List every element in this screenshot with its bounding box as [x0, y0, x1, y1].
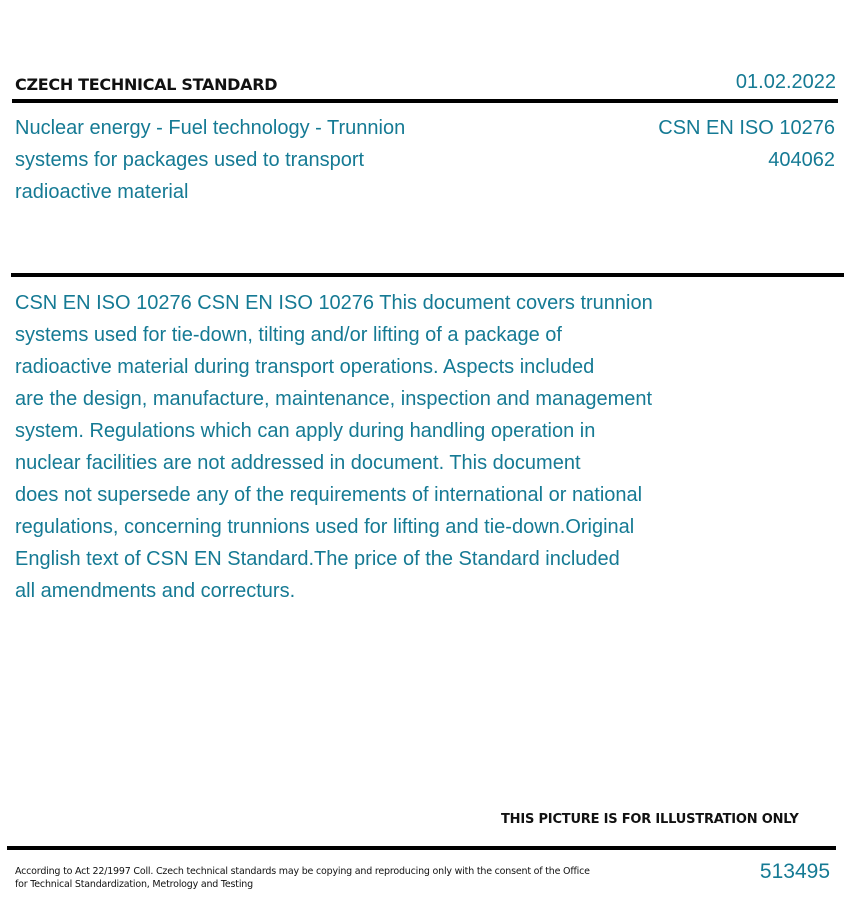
header-divider: [12, 99, 838, 103]
standard-title-line: systems for packages used to transport: [15, 149, 365, 171]
document-id: 513495: [759, 860, 830, 883]
standard-title-line: Nuclear energy - Fuel technology - Trunnion: [15, 117, 406, 139]
footer-divider: [7, 846, 836, 850]
catalog-number: 404062: [768, 149, 835, 171]
standard-code: CSN EN ISO 10276: [658, 117, 835, 139]
legal-notice-line: for Technical Standardization, Metrology and Testing: [15, 879, 253, 890]
standard-identifiers: [658, 112, 835, 176]
standard-title-line: radioactive material: [15, 181, 189, 203]
publication-date: 01.02.2022: [735, 71, 836, 93]
section-divider: [11, 273, 844, 277]
document-type-heading: CZECH TECHNICAL STANDARD: [15, 75, 278, 94]
legal-notice-line: According to Act 22/1997 Coll. Czech technical standards may be copying and reproducing only with the consent of the Office: [15, 866, 590, 877]
standard-description: CSN EN ISO 10276 CSN EN ISO 10276 This document covers trunnion systems used for tie-down, tilting and/or lifting of a package of radioactive material during transport operations. Aspects included are the design, manufacture, maintenance, inspection and management system. Regulations which can apply during handling operation in nuclear facilities are not addressed in document. This document does not supersede any of the requirements of international or national regulations, concerning trunnions used for lifting and tie-down.Original English text of CSN EN Standard.The price of the Standard included all amendments and correcturs.: [15, 292, 653, 602]
legal-notice: [15, 865, 595, 891]
illustration-disclaimer: THIS PICTURE IS FOR ILLUSTRATION ONLY: [501, 812, 799, 827]
standard-title: [15, 112, 485, 208]
